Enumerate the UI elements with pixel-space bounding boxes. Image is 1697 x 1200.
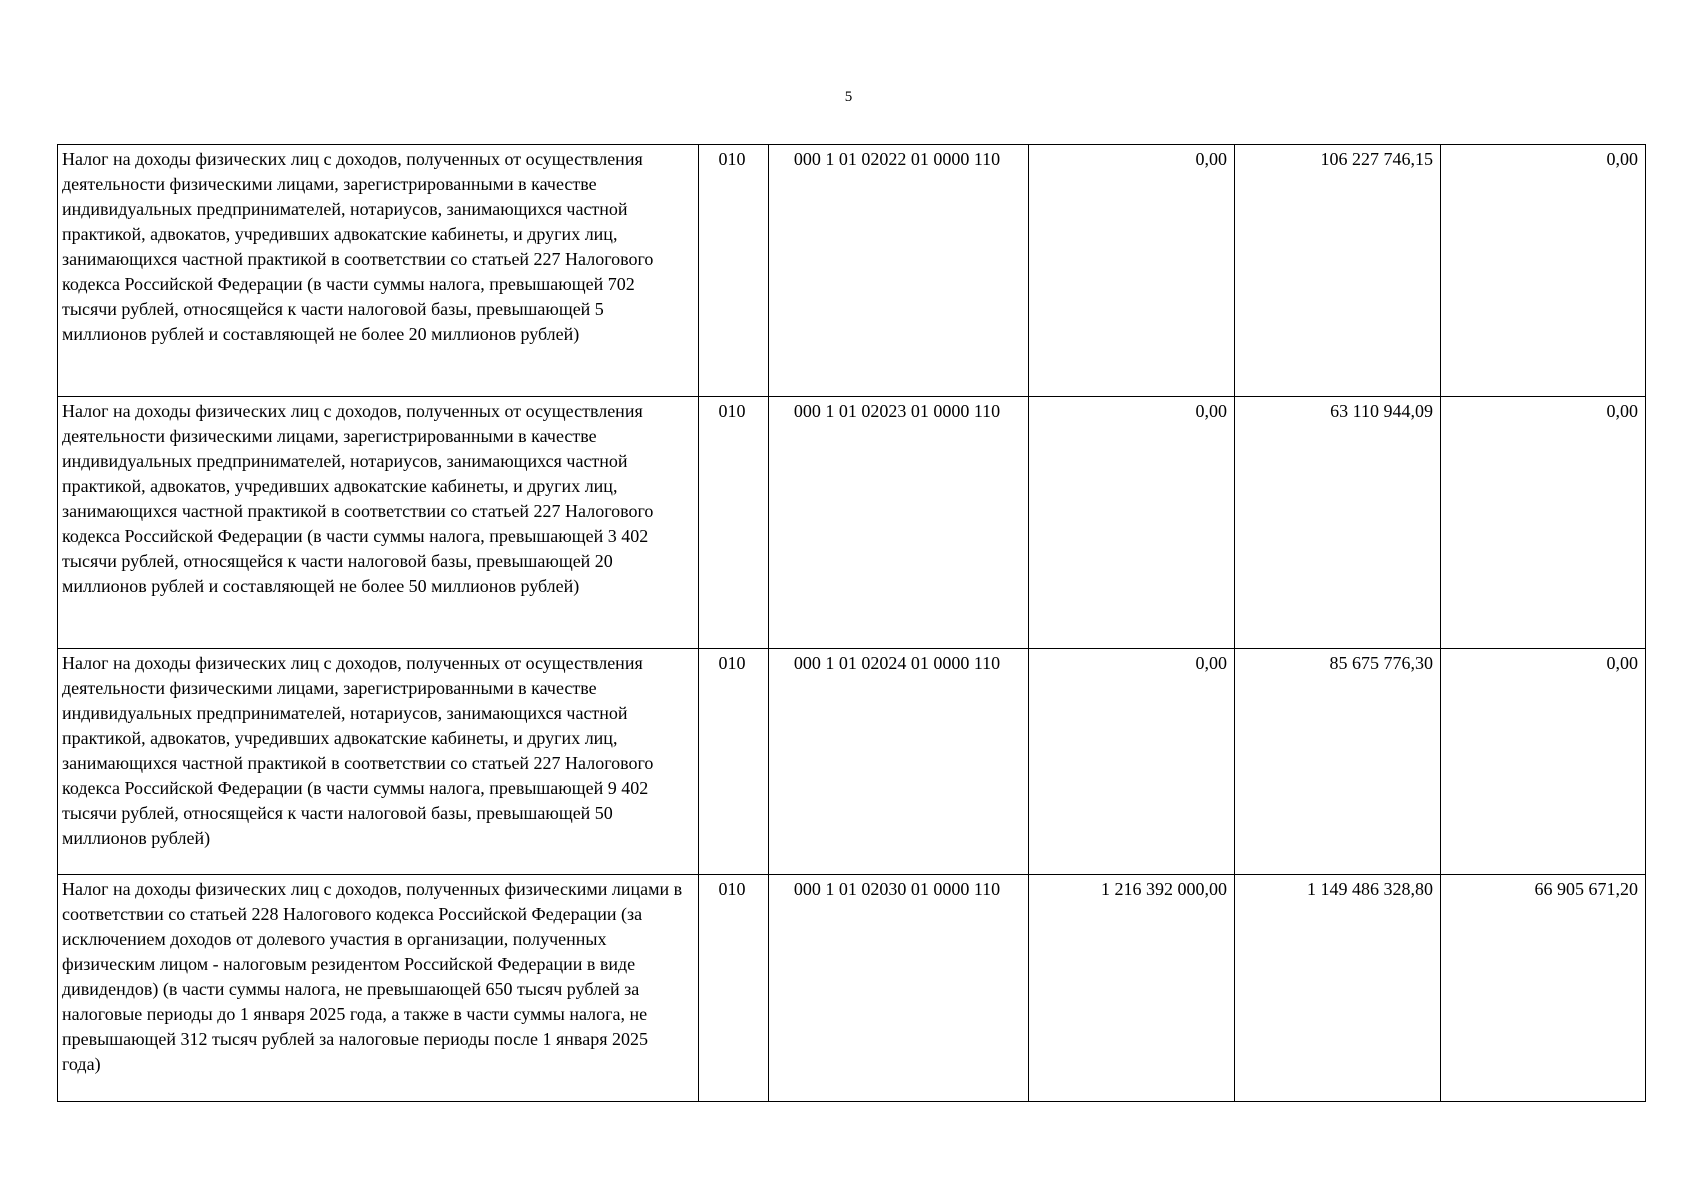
income-name-cell: Налог на доходы физических лиц с доходов, полученных от осуществления деятельности физическими лицами, зарегистрированными в качестве индивидуальных предпринимателей, нотариусов, занимающихся частной практикой, адвокатов, учредивших адвокатские кабинеты, и других лиц, занимающихся частной практикой в соответствии со статьей 227 Налогового кодекса Российской Федерации (в части суммы налога, превышающей 3 402 тысячи рублей, относящейся к части налоговой базы, превышающей 20 миллионов рублей и составляющей не более 50 миллионов рублей)	[58, 397, 699, 649]
approved-amount-cell: 0,00	[1029, 397, 1235, 649]
approved-amount-cell: 0,00	[1029, 145, 1235, 397]
budget-code-cell: 000 1 01 02023 01 0000 110	[769, 397, 1029, 649]
unexecuted-amount-cell: 0,00	[1441, 649, 1646, 875]
table-row	[58, 649, 1646, 875]
unexecuted-amount-cell: 0,00	[1441, 397, 1646, 649]
executed-amount-cell: 85 675 776,30	[1235, 649, 1441, 875]
budget-code-cell: 000 1 01 02024 01 0000 110	[769, 649, 1029, 875]
unexecuted-amount-cell: 66 905 671,20	[1441, 875, 1646, 1102]
line-code-cell: 010	[699, 875, 769, 1102]
unexecuted-amount-cell: 0,00	[1441, 145, 1646, 397]
executed-amount-cell: 1 149 486 328,80	[1235, 875, 1441, 1102]
table-row	[58, 397, 1646, 649]
line-code-cell: 010	[699, 145, 769, 397]
page-number: 5	[844, 89, 853, 105]
line-code-cell: 010	[699, 397, 769, 649]
table-row	[58, 145, 1646, 397]
approved-amount-cell: 0,00	[1029, 649, 1235, 875]
executed-amount-cell: 106 227 746,15	[1235, 145, 1441, 397]
approved-amount-cell: 1 216 392 000,00	[1029, 875, 1235, 1102]
income-name-cell: Налог на доходы физических лиц с доходов, полученных от осуществления деятельности физическими лицами, зарегистрированными в качестве индивидуальных предпринимателей, нотариусов, занимающихся частной практикой, адвокатов, учредивших адвокатские кабинеты, и других лиц, занимающихся частной практикой в соответствии со статьей 227 Налогового кодекса Российской Федерации (в части суммы налога, превышающей 9 402 тысячи рублей, относящейся к части налоговой базы, превышающей 50 миллионов рублей)	[58, 649, 699, 875]
budget-code-cell: 000 1 01 02030 01 0000 110	[769, 875, 1029, 1102]
budget-code-cell: 000 1 01 02022 01 0000 110	[769, 145, 1029, 397]
income-name-cell: Налог на доходы физических лиц с доходов, полученных физическими лицами в соответствии со статьей 228 Налогового кодекса Российской Федерации (за исключением доходов от долевого участия в организации, полученных физическим лицом - налоговым резидентом Российской Федерации в виде дивидендов) (в части суммы налога, не превышающей 650 тысяч рублей за налоговые периоды до 1 января 2025 года, а также в части суммы налога, не превышающей 312 тысяч рублей за налоговые периоды после 1 января 2025 года)	[58, 875, 699, 1102]
income-name-cell: Налог на доходы физических лиц с доходов, полученных от осуществления деятельности физическими лицами, зарегистрированными в качестве индивидуальных предпринимателей, нотариусов, занимающихся частной практикой, адвокатов, учредивших адвокатские кабинеты, и других лиц, занимающихся частной практикой в соответствии со статьей 227 Налогового кодекса Российской Федерации (в части суммы налога, превышающей 702 тысячи рублей, относящейся к части налоговой базы, превышающей 5 миллионов рублей и составляющей не более 20 миллионов рублей)	[58, 145, 699, 397]
line-code-cell: 010	[699, 649, 769, 875]
income-table	[57, 144, 1646, 1102]
executed-amount-cell: 63 110 944,09	[1235, 397, 1441, 649]
table-row	[58, 875, 1646, 1102]
